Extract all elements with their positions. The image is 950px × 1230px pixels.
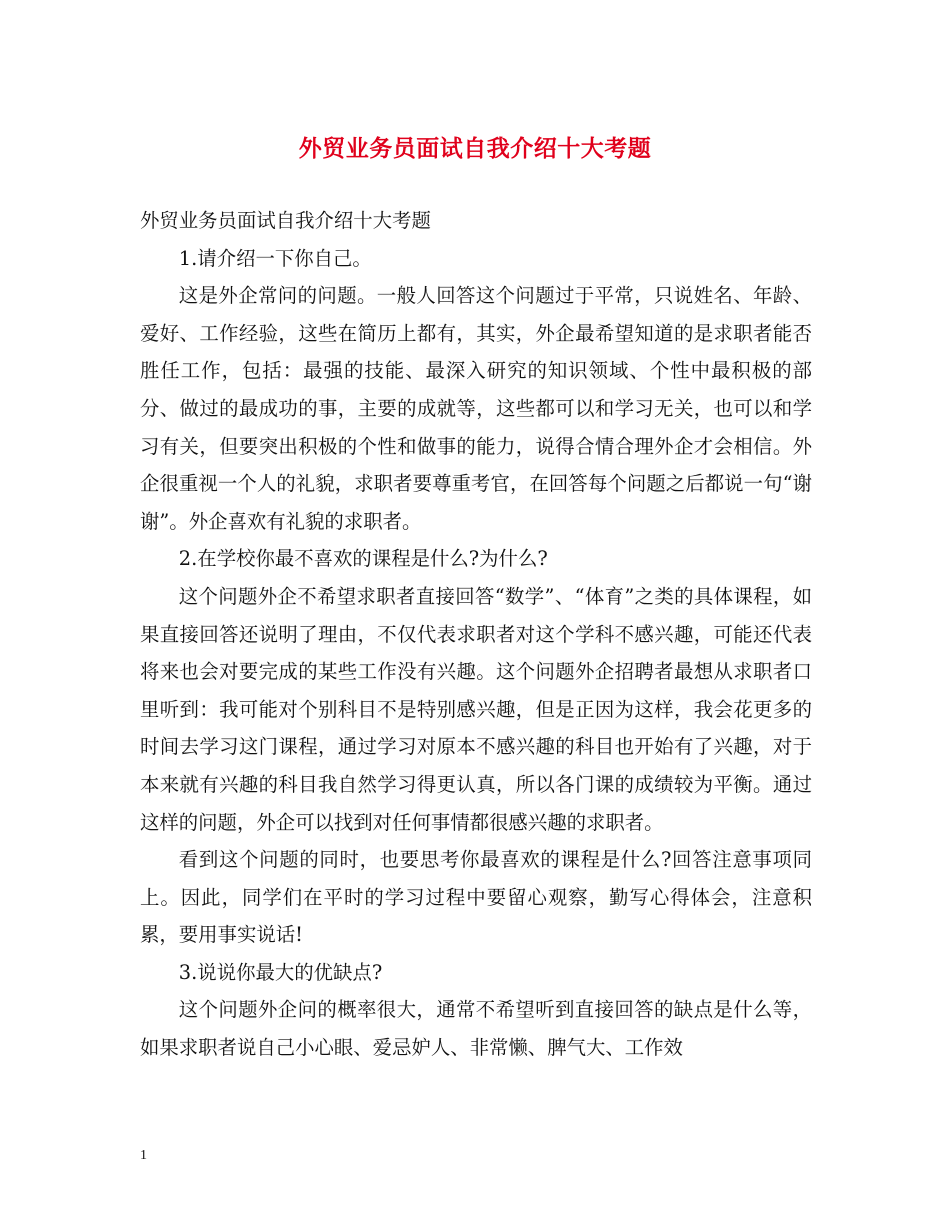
- question-2-heading: 2.在学校你最不喜欢的课程是什么?为什么?: [178, 547, 548, 571]
- document-title: 外贸业务员面试自我介绍十大考题: [298, 135, 652, 162]
- answer-1-paragraph: 这是外企常问的问题。一般人回答这个问题过于平常，只说姓名、年龄、爱好、工作经验，这些在简历上都有，其实，外企最希望知道的是求职者能否胜任工作，包括：最强的技能、最深入研究的知识领域、个性中最积极的部分、做过的最成功的事，主要的成就等，这些都可以和学习无关，也可以和学习有关，但要突出积极的个性和做事的能力，说得合情合理外企才会相信。外企很重视一个人的礼貌，求职者要尊重考官，在回答每个问题之后都说一句“谢谢”。外企喜欢有礼貌的求职者。: [140, 284, 812, 533]
- document-body: [140, 202, 812, 1067]
- page-number: 1: [140, 1148, 147, 1163]
- question-1-heading: 1.请介绍一下你自己。: [178, 246, 372, 270]
- body-heading-paragraph: 外贸业务员面试自我介绍十大考题: [140, 209, 431, 232]
- answer-3-paragraph: 这个问题外企问的概率很大，通常不希望听到直接回答的缺点是什么等，如果求职者说自己小心眼、爱忌妒人、非常懒、脾气大、工作效: [140, 998, 812, 1060]
- question-3-heading: 3.说说你最大的优缺点?: [178, 960, 383, 984]
- answer-2-followup-paragraph: 看到这个问题的同时，也要思考你最喜欢的课程是什么?回答注意事项同上。因此，同学们在平时的学习过程中要留心观察，勤写心得体会，注意积累，要用事实说话!: [140, 848, 812, 947]
- answer-2-paragraph: 这个问题外企不希望求职者直接回答“数学”、“体育”之类的具体课程，如果直接回答还说明了理由，不仅代表求职者对这个学科不感兴趣，可能还代表将来也会对要完成的某些工作没有兴趣。这个问题外企招聘者最想从求职者口里听到：我可能对个别科目不是特别感兴趣，但是正因为这样，我会花更多的时间去学习这门课程，通过学习对原本不感兴趣的科目也开始有了兴趣，对于本来就有兴趣的科目我自然学习得更认真，所以各门课的成绩较为平衡。通过这样的问题，外企可以找到对任何事情都很感兴趣的求职者。: [140, 584, 812, 834]
